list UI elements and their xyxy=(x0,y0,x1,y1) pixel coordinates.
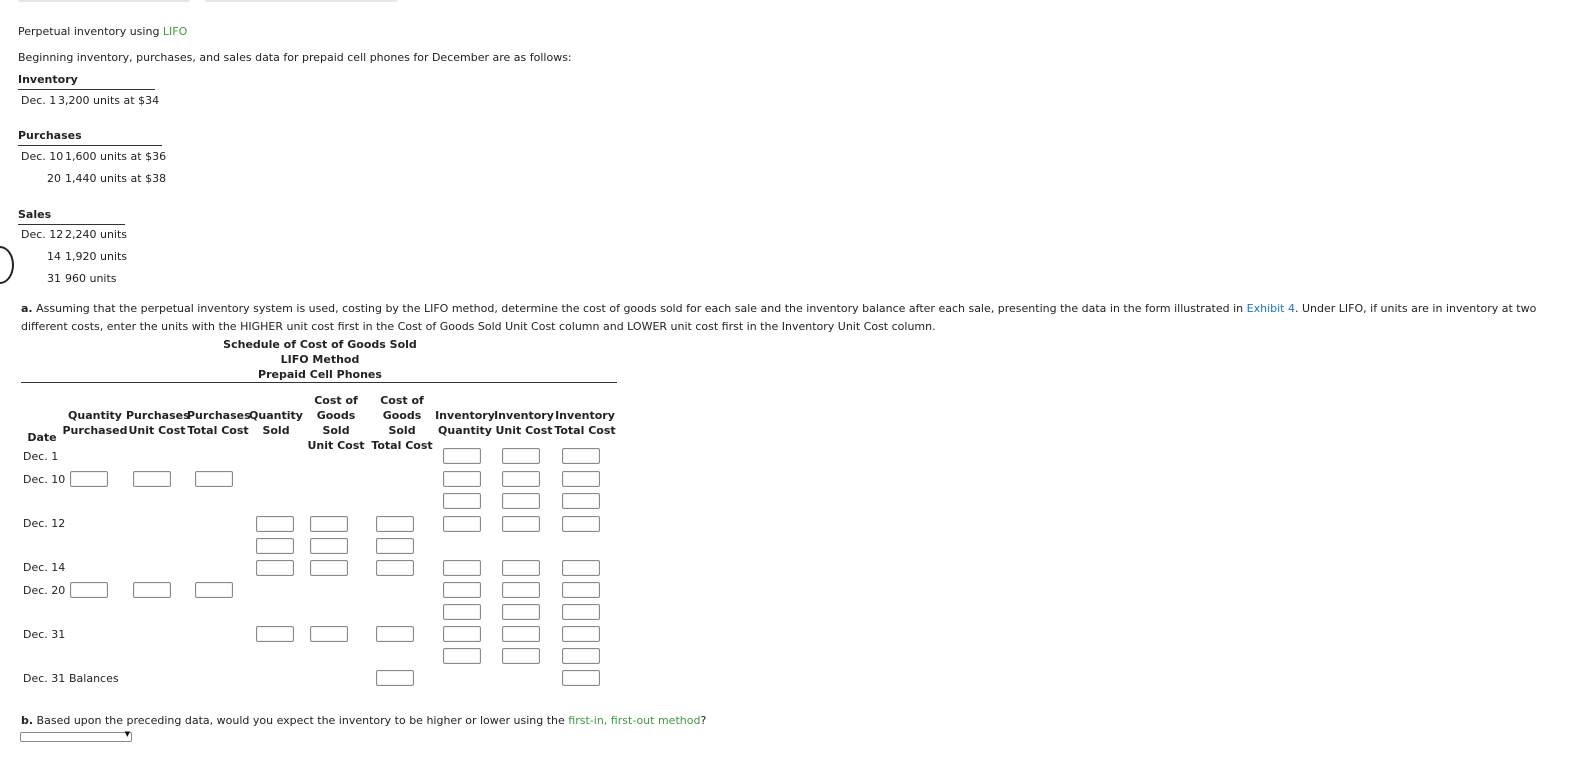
dec31-inventory-unit-cost-input[interactable] xyxy=(502,626,540,642)
row-label-dec-31: Dec. 31 xyxy=(23,628,66,641)
col-header-line: Inventory xyxy=(555,409,615,422)
dec14-quantity-sold-input[interactable] xyxy=(256,560,294,576)
dec20-inventory-quantity-input-2[interactable] xyxy=(443,604,481,620)
purchases-rule xyxy=(18,145,162,146)
dec10-inventory-unit-cost-input-2[interactable] xyxy=(502,493,540,509)
inventory-heading: Inventory xyxy=(18,73,78,86)
dec10-inventory-total-cost-input-2[interactable] xyxy=(562,493,600,509)
inventory-row-text: 3,200 units at $34 xyxy=(58,94,160,107)
part-b-question xyxy=(21,714,706,727)
balances-inventory-total-cost-input[interactable] xyxy=(562,670,600,686)
dec31-cogs-unit-cost-input[interactable] xyxy=(310,626,348,642)
col-header-line: Purchases xyxy=(126,409,190,422)
fifo-method-link[interactable]: first-in, first-out method xyxy=(568,714,701,727)
lifo-link[interactable]: LIFO xyxy=(162,25,188,38)
dec14-inventory-quantity-input[interactable] xyxy=(443,560,481,576)
row-label-dec-12: Dec. 12 xyxy=(23,517,66,530)
dec12-inventory-quantity-input[interactable] xyxy=(443,516,481,532)
sales-row-text: 2,240 units xyxy=(65,228,128,241)
dec20-purchases-total-cost-input[interactable] xyxy=(195,582,233,598)
part-a-text: Assuming that the perpetual inventory system is used, costing by the LIFO method, determine the cost of goods sold for each sale and the inventory balance after each sale, presenting the data in the form illustrated in xyxy=(32,302,1247,315)
inventory-row-date: Dec. 1 xyxy=(21,94,57,107)
partial-circle-control[interactable] xyxy=(0,246,14,284)
part-b-text-end: ? xyxy=(700,714,707,727)
col-purchases-total-cost xyxy=(187,408,249,438)
col-header-line: Total Cost xyxy=(371,439,433,452)
col-quantity-purchased xyxy=(62,408,128,438)
schedule-method: LIFO Method xyxy=(280,353,360,366)
sales-row-date: Dec. 12 xyxy=(21,228,64,241)
col-header-line: Goods Sold xyxy=(382,409,422,437)
col-header-line: Purchases xyxy=(187,409,251,422)
dec31-inventory-total-cost-input-2[interactable] xyxy=(562,648,600,664)
dec12-quantity-sold-input-2[interactable] xyxy=(256,538,294,554)
dec20-inventory-quantity-input[interactable] xyxy=(443,582,481,598)
dec31-inventory-total-cost-input[interactable] xyxy=(562,626,600,642)
dec1-inventory-unit-cost-input[interactable] xyxy=(502,448,540,464)
dec14-inventory-total-cost-input[interactable] xyxy=(562,560,600,576)
dec10-purchases-unit-cost-input[interactable] xyxy=(133,471,171,487)
col-header-line: Purchased xyxy=(62,424,128,437)
row-label-dec-10: Dec. 10 xyxy=(23,473,66,486)
col-header-line: Cost of xyxy=(380,394,424,407)
col-header-line: Quantity xyxy=(68,409,122,422)
dec12-cogs-total-cost-input[interactable] xyxy=(376,516,414,532)
row-label-dec-1: Dec. 1 xyxy=(23,450,59,463)
schedule-subject: Prepaid Cell Phones xyxy=(258,368,382,381)
col-header-line: Quantity xyxy=(249,409,303,422)
col-header-line: Inventory xyxy=(435,409,495,422)
dec10-inventory-unit-cost-input[interactable] xyxy=(502,471,540,487)
col-header-line: Inventory xyxy=(494,409,554,422)
dec10-purchases-total-cost-input[interactable] xyxy=(195,471,233,487)
dec20-inventory-unit-cost-input-2[interactable] xyxy=(502,604,540,620)
dec20-quantity-purchased-input[interactable] xyxy=(70,582,108,598)
purchases-row-text: 1,440 units at $38 xyxy=(65,172,167,185)
sales-rule xyxy=(18,224,125,225)
col-header-line: Sold xyxy=(262,424,290,437)
col-inventory-total-cost xyxy=(553,408,617,438)
balances-cogs-total-cost-input[interactable] xyxy=(376,670,414,686)
part-a-instructions xyxy=(21,300,1569,335)
row-label-balances-date: Dec. 31 xyxy=(23,672,66,685)
col-cogs-total-cost xyxy=(368,393,436,453)
dec14-inventory-unit-cost-input[interactable] xyxy=(502,560,540,576)
col-quantity-sold xyxy=(248,408,304,438)
sales-row-date: 14 xyxy=(47,250,61,263)
dec20-inventory-total-cost-input[interactable] xyxy=(562,582,600,598)
purchases-row-text: 1,600 units at $36 xyxy=(65,150,167,163)
schedule-rule xyxy=(21,382,617,383)
dec31-cogs-total-cost-input[interactable] xyxy=(376,626,414,642)
schedule-title: Schedule of Cost of Goods Sold xyxy=(223,338,417,351)
dec31-inventory-quantity-input[interactable] xyxy=(443,626,481,642)
purchases-row-date: Dec. 10 xyxy=(21,150,64,163)
dec12-cogs-unit-cost-input-2[interactable] xyxy=(310,538,348,554)
dec12-quantity-sold-input[interactable] xyxy=(256,516,294,532)
col-inventory-quantity xyxy=(434,408,496,438)
dec1-inventory-quantity-input[interactable] xyxy=(443,448,481,464)
col-header-line: Total Cost xyxy=(187,424,249,437)
sales-heading: Sales xyxy=(18,208,52,221)
dec31-quantity-sold-input[interactable] xyxy=(256,626,294,642)
dec10-quantity-purchased-input[interactable] xyxy=(70,471,108,487)
problem-title xyxy=(18,25,187,38)
col-cogs-unit-cost xyxy=(302,393,370,453)
problem-title-text: Perpetual inventory using xyxy=(18,25,163,38)
sales-row-text: 960 units xyxy=(65,272,117,285)
part-b-label: b. xyxy=(21,714,34,727)
col-header-line: Cost of xyxy=(314,394,358,407)
col-header-line: Unit Cost xyxy=(307,439,365,452)
tab-strip-right xyxy=(205,0,397,2)
inventory-rule xyxy=(18,89,155,90)
col-date: Date xyxy=(27,431,57,444)
tab-strip-left xyxy=(18,0,190,2)
dec10-inventory-total-cost-input[interactable] xyxy=(562,471,600,487)
dec12-inventory-unit-cost-input[interactable] xyxy=(502,516,540,532)
dec31-inventory-quantity-input-2[interactable] xyxy=(443,648,481,664)
sales-row-date: 31 xyxy=(47,272,61,285)
dec12-inventory-total-cost-input[interactable] xyxy=(562,516,600,532)
purchases-heading: Purchases xyxy=(18,129,82,142)
part-b-answer-select[interactable] xyxy=(20,732,132,742)
dec14-cogs-total-cost-input[interactable] xyxy=(376,560,414,576)
dec12-cogs-total-cost-input-2[interactable] xyxy=(376,538,414,554)
col-inventory-unit-cost xyxy=(494,408,554,438)
dec10-inventory-quantity-input[interactable] xyxy=(443,471,481,487)
col-header-line: Unit Cost xyxy=(128,424,186,437)
part-b-text: Based upon the preceding data, would you expect the inventory to be higher or lower using the xyxy=(33,714,569,727)
col-header-line: Quantity xyxy=(438,424,492,437)
col-purchases-unit-cost xyxy=(126,408,188,438)
col-header-line: Total Cost xyxy=(554,424,616,437)
row-label-dec-14: Dec. 14 xyxy=(23,561,66,574)
dec10-inventory-quantity-input-2[interactable] xyxy=(443,493,481,509)
exhibit-4-link[interactable]: Exhibit 4 xyxy=(1246,302,1295,315)
row-label-dec-20: Dec. 20 xyxy=(23,584,66,597)
dec12-cogs-unit-cost-input[interactable] xyxy=(310,516,348,532)
dec14-cogs-unit-cost-input[interactable] xyxy=(310,560,348,576)
intro-text: Beginning inventory, purchases, and sales data for prepaid cell phones for December are as follows: xyxy=(18,51,572,64)
part-a-text-end: . Under LIFO, if units are in inventory at two different costs, enter the units with the HIGHER unit cost first in the Cost of Goods Sold Unit Cost column and LOWER unit cost first in the Inventory Unit Cost column. xyxy=(21,302,1537,333)
col-header-line: Goods Sold xyxy=(316,409,356,437)
row-label-balances: Balances xyxy=(69,672,119,685)
dec20-inventory-total-cost-input-2[interactable] xyxy=(562,604,600,620)
dec31-inventory-unit-cost-input-2[interactable] xyxy=(502,648,540,664)
chevron-down-icon: ▼ xyxy=(124,730,130,738)
dec20-purchases-unit-cost-input[interactable] xyxy=(133,582,171,598)
dec1-inventory-total-cost-input[interactable] xyxy=(562,448,600,464)
dec20-inventory-unit-cost-input[interactable] xyxy=(502,582,540,598)
col-header-line: Unit Cost xyxy=(495,424,553,437)
purchases-row-date: 20 xyxy=(47,172,61,185)
sales-row-text: 1,920 units xyxy=(65,250,128,263)
part-a-label: a. xyxy=(21,302,33,315)
